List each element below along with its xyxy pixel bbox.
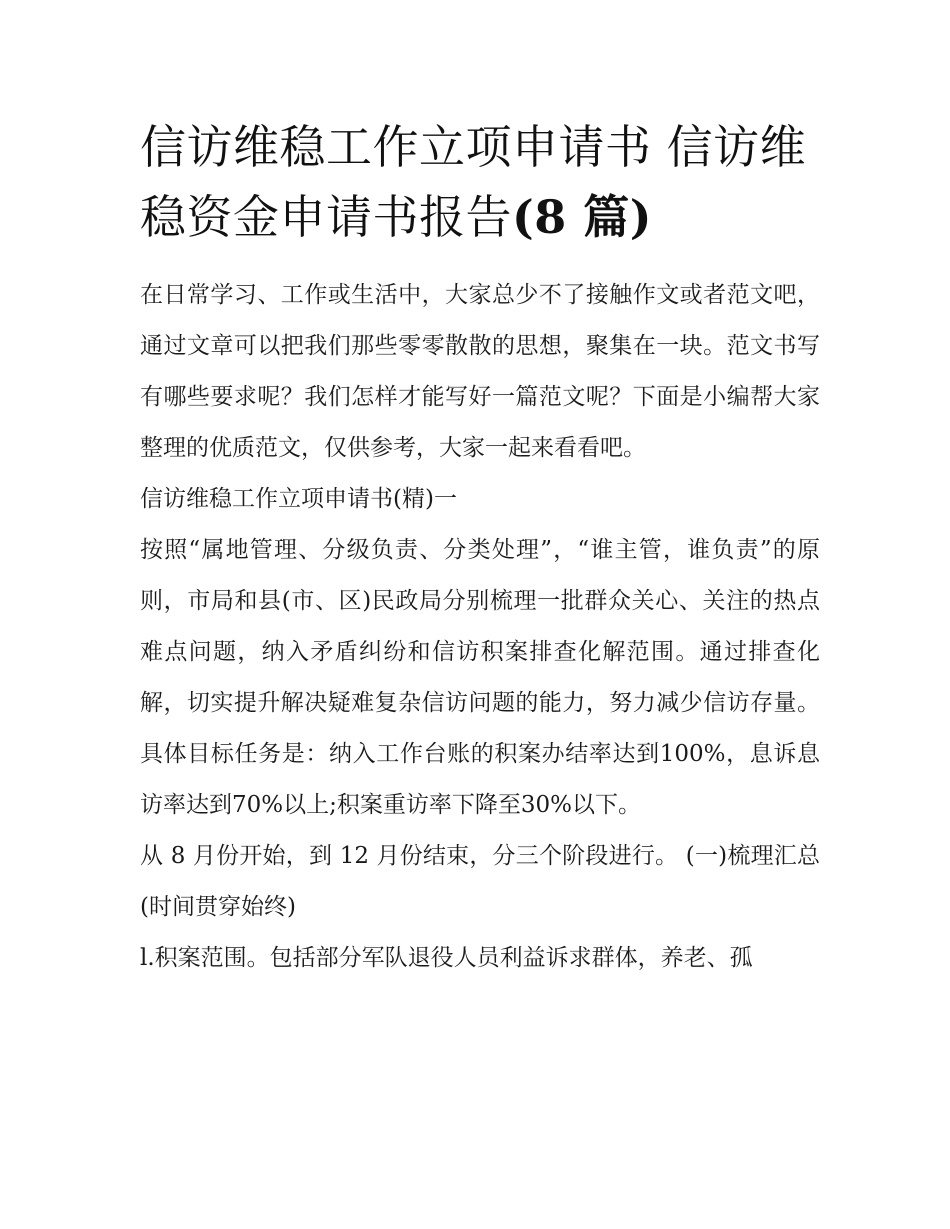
document-content bbox=[140, 112, 820, 984]
title-main: 信访维稳工作立项申请书 信访维稳资金申请书报告 bbox=[140, 120, 807, 244]
scope-paragraph: l.积案范围。包括部分军队退役人员利益诉求群体，养老、孤 bbox=[140, 945, 753, 971]
title-count: (8 篇) bbox=[512, 190, 653, 244]
principle-paragraph: 按照“属地管理、分级负责、分类处理”，“谁主管，谁负责”的原则，市局和县(市、区)民政局分别梳理一批群众关心、关注的热点难点问题，纳入矛盾纠纷和信访积案排查化解范围。通过排查化解，切实提升解决疑难复杂信访问题的能力，努力减少信访存量。具体目标任务是：纳入工作台账的积案办结率达到100%，息诉息访率达到70%以上;积案重访率下降至30%以下。 bbox=[140, 537, 820, 818]
schedule-paragraph: 从 8 月份开始，到 12 月份结束，分三个阶段进行。 (一)梳理汇总(时间贯穿始终) bbox=[140, 843, 820, 920]
intro-paragraph: 在日常学习、工作或生活中，大家总少不了接触作文或者范文吧，通过文章可以把我们那些零零散散的思想，聚集在一块。范文书写有哪些要求呢？我们怎样才能写好一篇范文呢？下面是小编帮大家整理的优质范文，仅供参考，大家一起来看看吧。 bbox=[140, 282, 820, 461]
document-title bbox=[140, 112, 820, 252]
document-body bbox=[140, 270, 820, 984]
section-heading: 信访维稳工作立项申请书(精)一 bbox=[140, 486, 457, 512]
